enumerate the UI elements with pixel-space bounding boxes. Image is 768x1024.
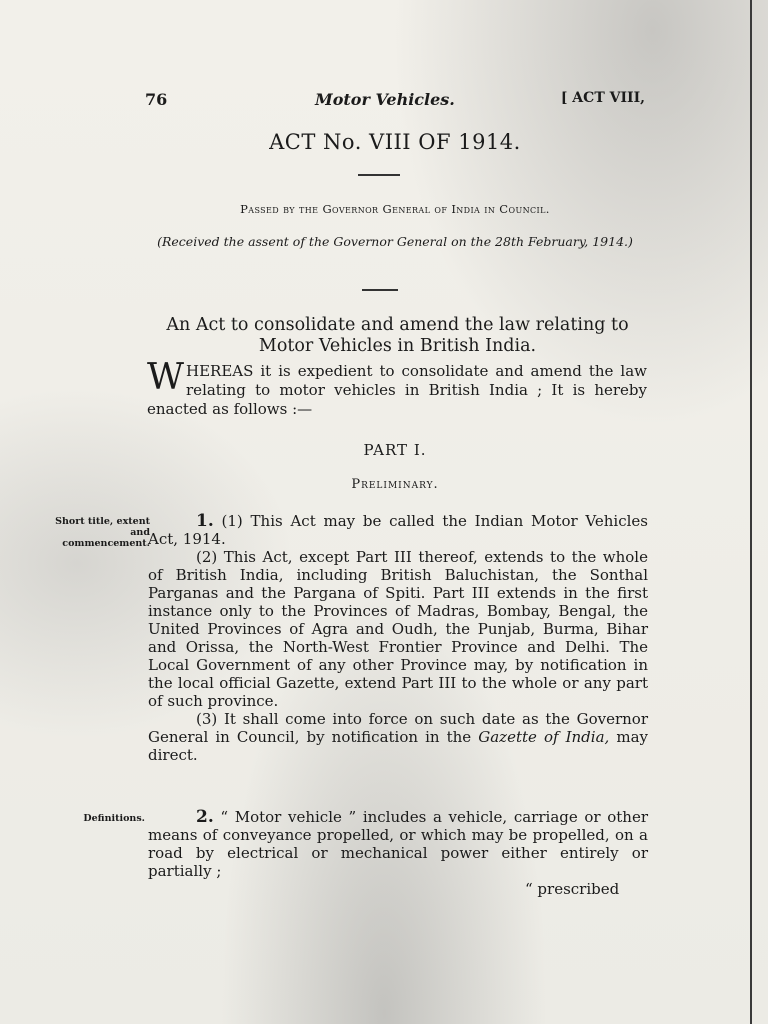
section-1-1-text: (1) This Act may be called the Indian Motor Vehicles Act, 1914. (148, 512, 648, 548)
section-1-subsection-3 (148, 710, 648, 764)
title-rule (358, 174, 400, 176)
passed-line: Passed by the Governor General of India in Council. (240, 202, 550, 216)
gazette-of-india: Gazette of India, (478, 728, 610, 746)
long-title: An Act to consolidate and amend the law relating to Motor Vehicles in British India. (166, 315, 629, 356)
part-subheading: Preliminary. (351, 477, 439, 492)
act-reference: [ ACT VIII, (560, 90, 645, 106)
section-1-subsection-1 (148, 512, 648, 548)
section-1 (148, 512, 648, 764)
section-2-number: 2. (196, 807, 214, 827)
running-header (145, 90, 645, 112)
section-2 (148, 808, 648, 880)
preamble-dropcap: W (147, 357, 185, 398)
running-title: Motor Vehicles. (315, 90, 455, 109)
section-1-subsection-2: (2) This Act, except Part III thereof, extends to the whole of British India, including British Baluchistan, the Sonthal Parganas and the Pargana of Spiti. Part III extends in the first instance only to the Provinces of Madras, Bombay, Bengal, the United Provinces of Agra and Oudh, the Punjab, Burma, Bihar and Orissa, the North-West Frontier Province and Delhi. The Local Government of any other Province may, by notification in the local official Gazette, extend Part III to the whole or any part of such province. (148, 548, 648, 710)
preamble (147, 357, 647, 419)
margin-note-short-title: Short title, extent and commencement. (55, 516, 150, 549)
assent-rule (362, 289, 398, 291)
preamble-text: HEREAS it is expedient to consolidate and amend the law relating to motor vehicles in British India ; It is hereby enacted as follows :— (147, 362, 647, 418)
section-2-paragraph (148, 808, 648, 880)
assent-note: (Received the assent of the Governor General on the 28th February, 1914.) (157, 234, 633, 249)
act-title: ACT No. VIII OF 1914. (269, 130, 521, 154)
margin-note-definitions: Definitions. (83, 813, 145, 824)
section-2-text: “ Motor vehicle ” includes a vehicle, carriage or other means of conveyance propelled, or which may be propelled, on a road by electrical or mechanical power either entirely or partially ; (148, 808, 648, 880)
section-1-3-text-b: may direct. (148, 728, 648, 764)
part-heading: PART I. (363, 441, 427, 459)
section-1-3-text-a: (3) It shall come into force on such date as the Governor General in Council, by notification in the (148, 710, 648, 746)
page-number: 76 (145, 90, 168, 109)
section-1-number: 1. (196, 511, 214, 531)
catchword: “ prescribed (525, 880, 620, 898)
